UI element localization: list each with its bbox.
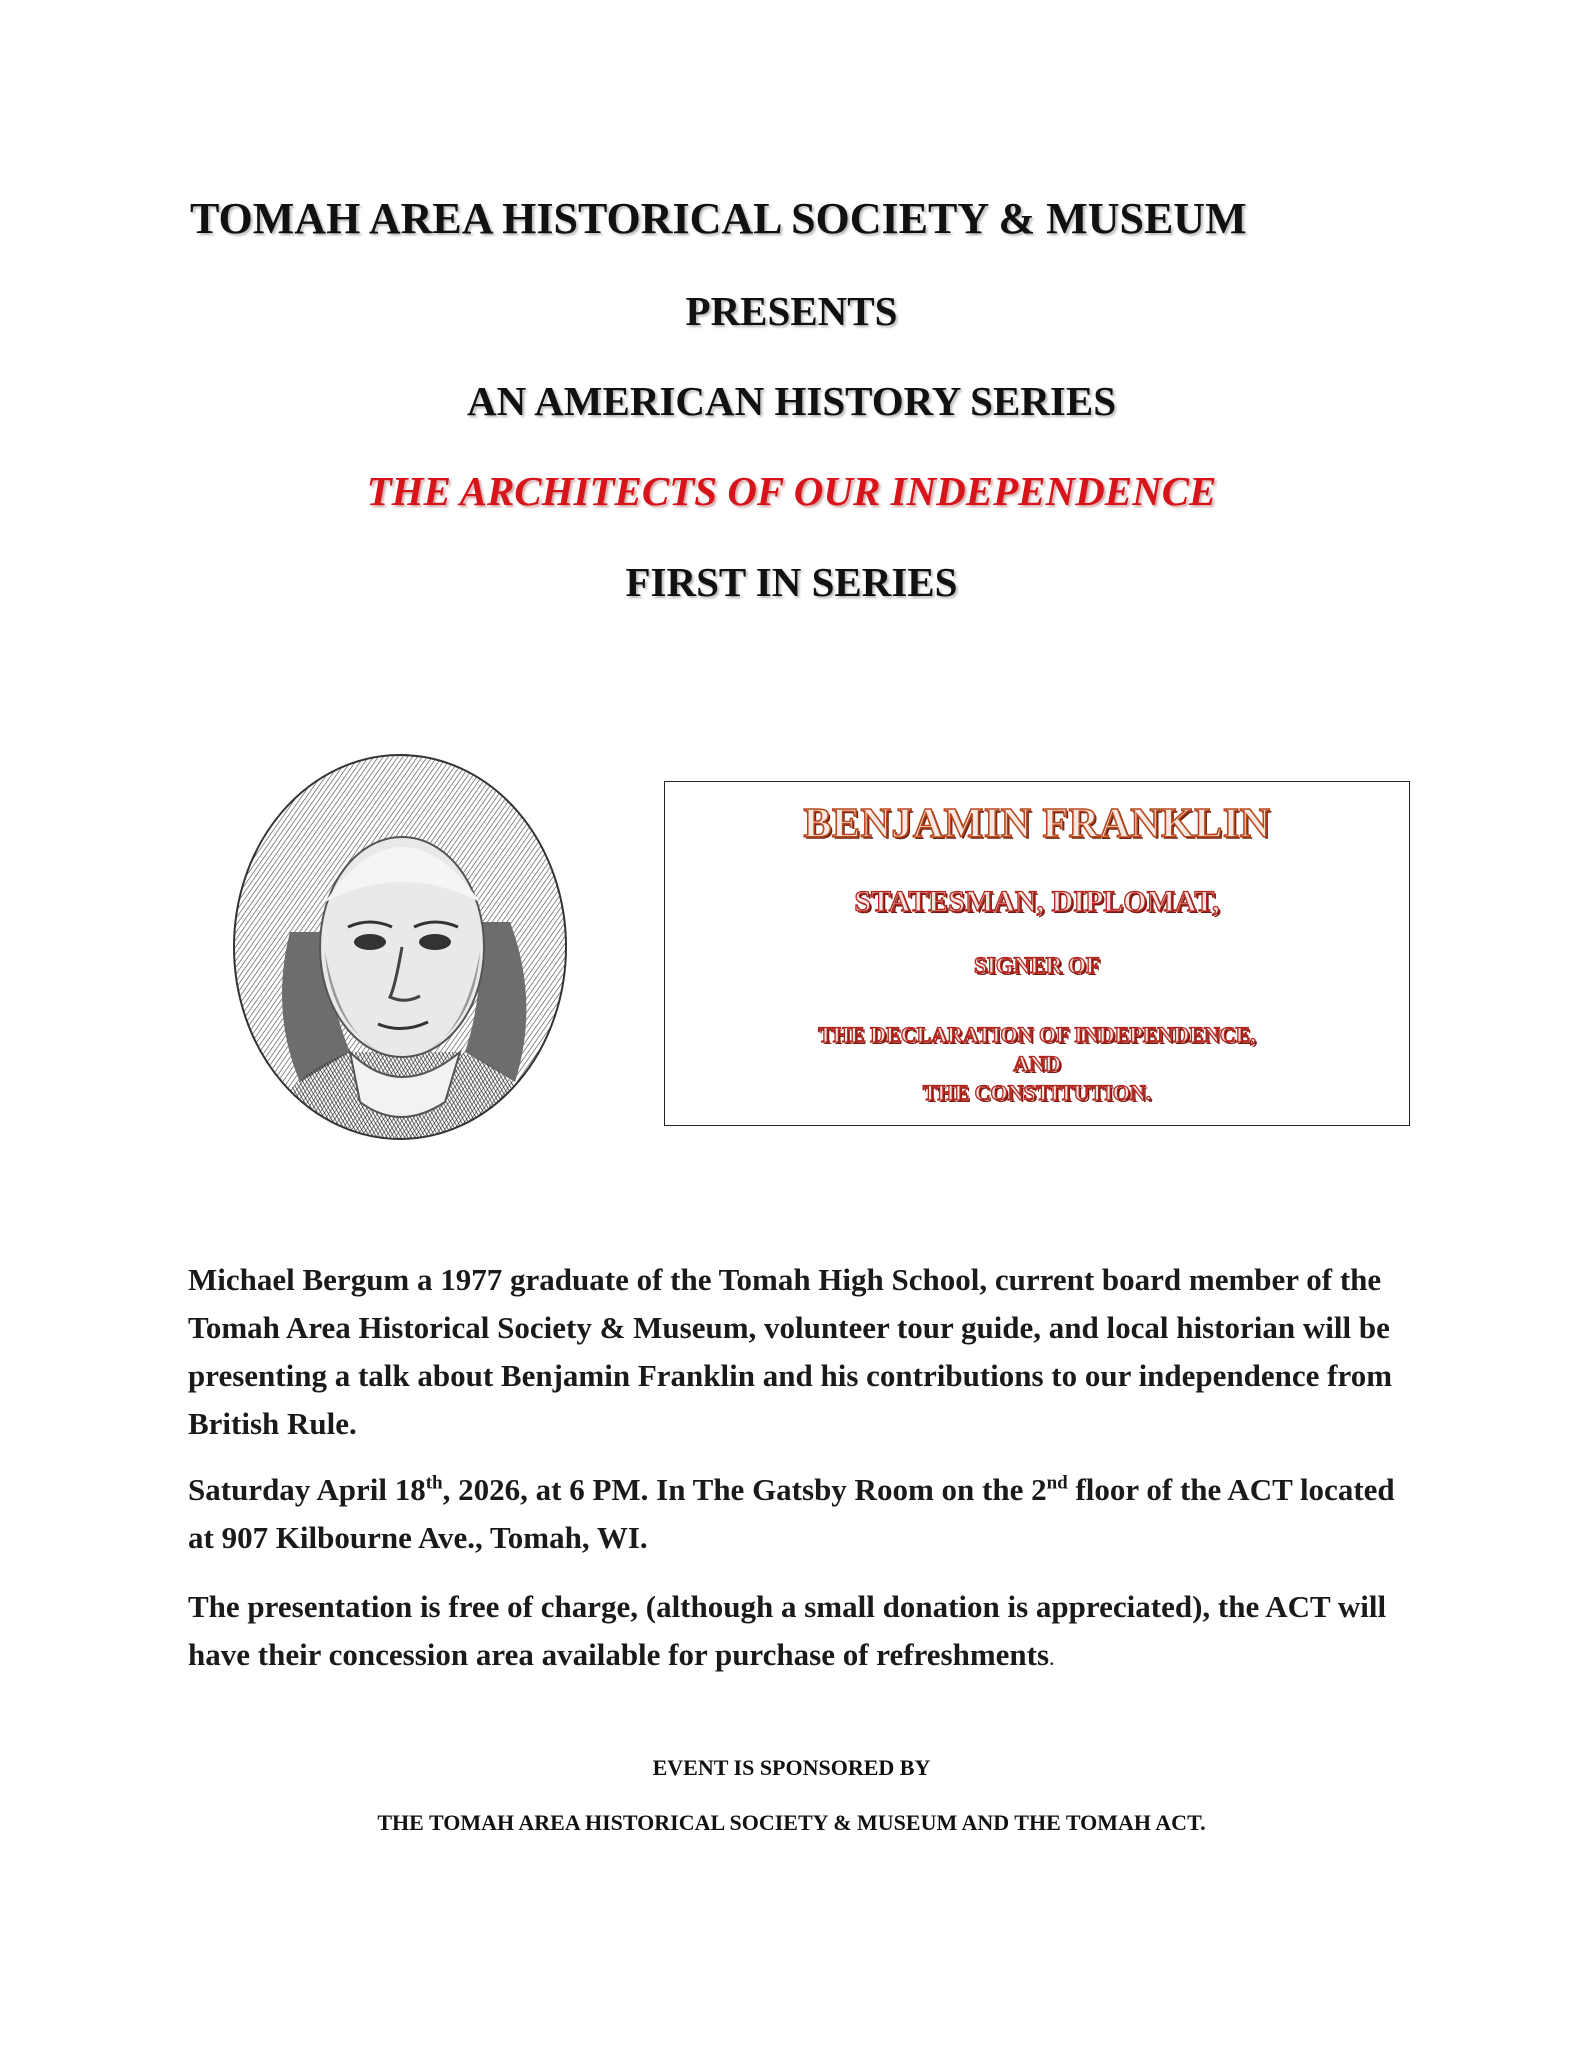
- declaration-label: THE DECLARATION OF INDEPENDENCE,: [818, 1022, 1256, 1047]
- series-title-heading: THE ARCHITECTS OF OUR INDEPENDENCE: [366, 468, 1217, 514]
- constitution-label: THE CONSTITUTION.: [922, 1080, 1152, 1105]
- date-ordinal-suffix: th: [425, 1472, 443, 1494]
- presenter-paragraph: Michael Bergum a 1977 graduate of the Tomah High School, current board member of the Tomah Area Historical Society & Museum, volunteer tour guide, and local historian will be presenting a talk about Benjamin Franklin and his contributions to our independence from British Rule.: [188, 1262, 1393, 1441]
- event-date: Saturday April 18: [188, 1472, 426, 1507]
- floor-ordinal-suffix: nd: [1046, 1472, 1068, 1494]
- signer-of-label: SIGNER OF: [974, 953, 1100, 978]
- speaker-subject-name: BENJAMIN FRANKLIN: [803, 801, 1271, 847]
- event-time-room: , 2026, at 6 PM. In The Gatsby Room on the 2: [442, 1472, 1047, 1507]
- admission-paragraph: [188, 1583, 1418, 1682]
- sponsor-label: EVENT IS SPONSORED BY: [652, 1755, 931, 1780]
- benjamin-franklin-portrait: [230, 752, 570, 1142]
- organization-title: TOMAH AREA HISTORICAL SOCIETY & MUSEUM: [190, 194, 1247, 243]
- event-location: floor of the ACT located at 907 Kilbourne Ave., Tomah, WI.: [188, 1472, 1395, 1555]
- subject-roles: STATESMAN, DIPLOMAT,: [854, 885, 1220, 918]
- sponsors-list: THE TOMAH AREA HISTORICAL SOCIETY & MUSEUM AND THE TOMAH ACT.: [377, 1810, 1206, 1835]
- portrait-engraving-image: [230, 752, 570, 1142]
- presents-heading: PRESENTS: [685, 288, 898, 334]
- feature-info-box: [664, 781, 1410, 1126]
- admission-text: The presentation is free of charge, (although a small donation is appreciated), the ACT will have their concession area available for purchase of refreshments: [188, 1589, 1387, 1672]
- admission-end-period: .: [1049, 1645, 1055, 1670]
- installment-heading: FIRST IN SERIES: [625, 559, 958, 605]
- event-details-paragraph: [188, 1466, 1418, 1562]
- and-label: AND: [1013, 1051, 1061, 1076]
- series-heading: AN AMERICAN HISTORY SERIES: [466, 378, 1116, 424]
